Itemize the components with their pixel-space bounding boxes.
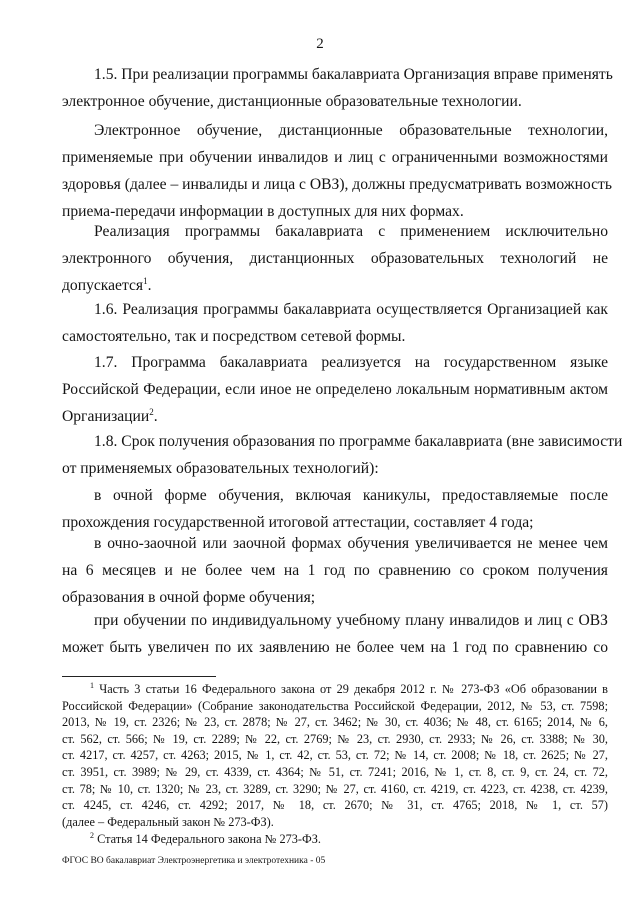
- text-line: 1.8. Срок получения образования по программе бакалавриата (вне зависимости: [94, 433, 623, 450]
- text-fragment: допускается: [62, 277, 144, 294]
- text-fragment: Организации: [62, 408, 150, 425]
- paragraph-1-8: [62, 428, 623, 482]
- paragraph-full-time: [62, 482, 608, 536]
- footnote-ref-1[interactable]: 1: [143, 275, 148, 286]
- text-line: Российской Федерации, если иное не определено локальным нормативным актом: [62, 381, 608, 398]
- text-line: Электронное обучение, дистанционные образовательные технологии,: [94, 122, 608, 139]
- footnote-line: ст. 4245, ст. 4246, ст. 4292; 2017, № 18, ст. 2670; № 31, ст. 4765; 2018, № 1, ст. 57): [62, 798, 608, 813]
- footnote-line: 2013, № 19, ст. 2326; № 23, ст. 2878; № 27, ст. 3462; № 30, ст. 4036; № 48, ст. 6165; 2014, № 6,: [62, 715, 608, 730]
- text-line: 1.5. При реализации программы бакалавриата Организация вправе применять: [94, 66, 613, 83]
- footnote-line: [62, 681, 608, 698]
- paragraph-e-learning: [62, 117, 612, 225]
- text-line: при обучении по индивидуальному учебному плану инвалидов и лиц с ОВЗ: [94, 612, 608, 629]
- footnote-line: ст. 78; № 10, ст. 1320; № 23, ст. 3289, ст. 3290; № 27, ст. 4160, ст. 4219, ст. 4223, ст. 4238, ст. 4239,: [62, 781, 608, 796]
- text-line: прохождения государственной итоговой аттестации, составляет 4 года;: [62, 514, 534, 531]
- footnote-mark: 2: [90, 830, 94, 840]
- footnote-1: [62, 681, 608, 830]
- paragraph-1-6: [62, 296, 608, 350]
- text-line: электронного обучения, дистанционных образовательных технологий не: [62, 250, 608, 267]
- footnote-line: (далее – Федеральный закон № 273-ФЗ).: [62, 814, 274, 829]
- footnote-line: [62, 831, 608, 848]
- paragraph-individual-plan: [62, 607, 608, 661]
- footnote-line: ст. 4217, ст. 4257, ст. 4263; 2015, № 1, ст. 42, ст. 53, ст. 72; № 14, ст. 2008; № 18, ст. 2625; № 27,: [62, 748, 608, 763]
- text-line: электронное обучение, дистанционные образовательные технологии.: [62, 93, 522, 110]
- paragraph-part-time: [62, 530, 608, 611]
- text-line: [62, 272, 608, 299]
- page-footer: ФГОС ВО бакалавриат Электроэнергетика и электротехника - 05: [62, 856, 326, 866]
- text-line: в очно-заочной или заочной формах обучения увеличивается не менее чем: [94, 535, 608, 552]
- text-line: Реализация программы бакалавриата с применением исключительно: [94, 223, 608, 240]
- footnote-2: [62, 831, 608, 848]
- paragraph-1-5: [62, 61, 613, 115]
- text-line: 1.7. Программа бакалавриата реализуется на государственном языке: [94, 354, 608, 371]
- footnote-line: ст. 562, ст. 566; № 19, ст. 2289; № 22, ст. 2769; № 23, ст. 2930, ст. 2933; № 26, ст. 3388; № 30,: [62, 731, 608, 746]
- footnote-line: ст. 3951, ст. 3989; № 29, ст. 4339, ст. 4364; № 51, ст. 7241; 2016, № 1, ст. 8, ст. 9, ст. 24, ст. 72,: [62, 764, 608, 779]
- text-line: здоровья (далее – инвалиды и лица с ОВЗ), должны предусматривать возможность: [62, 176, 612, 193]
- text-line: приема-передачи информации в доступных для них формах.: [62, 203, 464, 220]
- text-line: [62, 403, 608, 430]
- text-fragment: .: [153, 408, 158, 425]
- footnote-line: Российской Федерации» (Собрание законодательства Российской Федерации, 2012, № 53, ст. 7598;: [62, 698, 608, 713]
- footnote-mark: 1: [90, 680, 94, 690]
- text-line: может быть увеличен по их заявлению не более чем на 1 год по сравнению со: [62, 639, 608, 656]
- paragraph-1-7: [62, 349, 608, 430]
- footnote-ref-2[interactable]: 2: [149, 406, 154, 417]
- text-line: самостоятельно, так и посредством сетевой формы.: [62, 328, 406, 345]
- text-line: применяемые при обучении инвалидов и лиц с ограниченными возможностями: [62, 149, 608, 166]
- text-line: в очной форме обучения, включая каникулы, предоставляемые после: [94, 487, 608, 504]
- paragraph-exclusive-e-learning: [62, 218, 608, 299]
- page-number: 2: [316, 36, 324, 52]
- text-line: 1.6. Реализация программы бакалавриата осуществляется Организацией как: [94, 301, 608, 318]
- footnote-separator: [62, 676, 216, 677]
- text-line: на 6 месяцев и не более чем на 1 год по сравнению со сроком получения: [62, 562, 608, 579]
- text-fragment: Часть 3 статьи 16 Федерального закона от 29 декабря 2012 г. № 273-ФЗ «Об образовании в: [99, 682, 608, 696]
- text-line: образования в очной форме обучения;: [62, 589, 316, 606]
- text-line: от применяемых образовательных технологий):: [62, 460, 379, 477]
- text-fragment: .: [147, 277, 152, 294]
- text-fragment: Статья 14 Федерального закона № 273-ФЗ.: [97, 832, 321, 846]
